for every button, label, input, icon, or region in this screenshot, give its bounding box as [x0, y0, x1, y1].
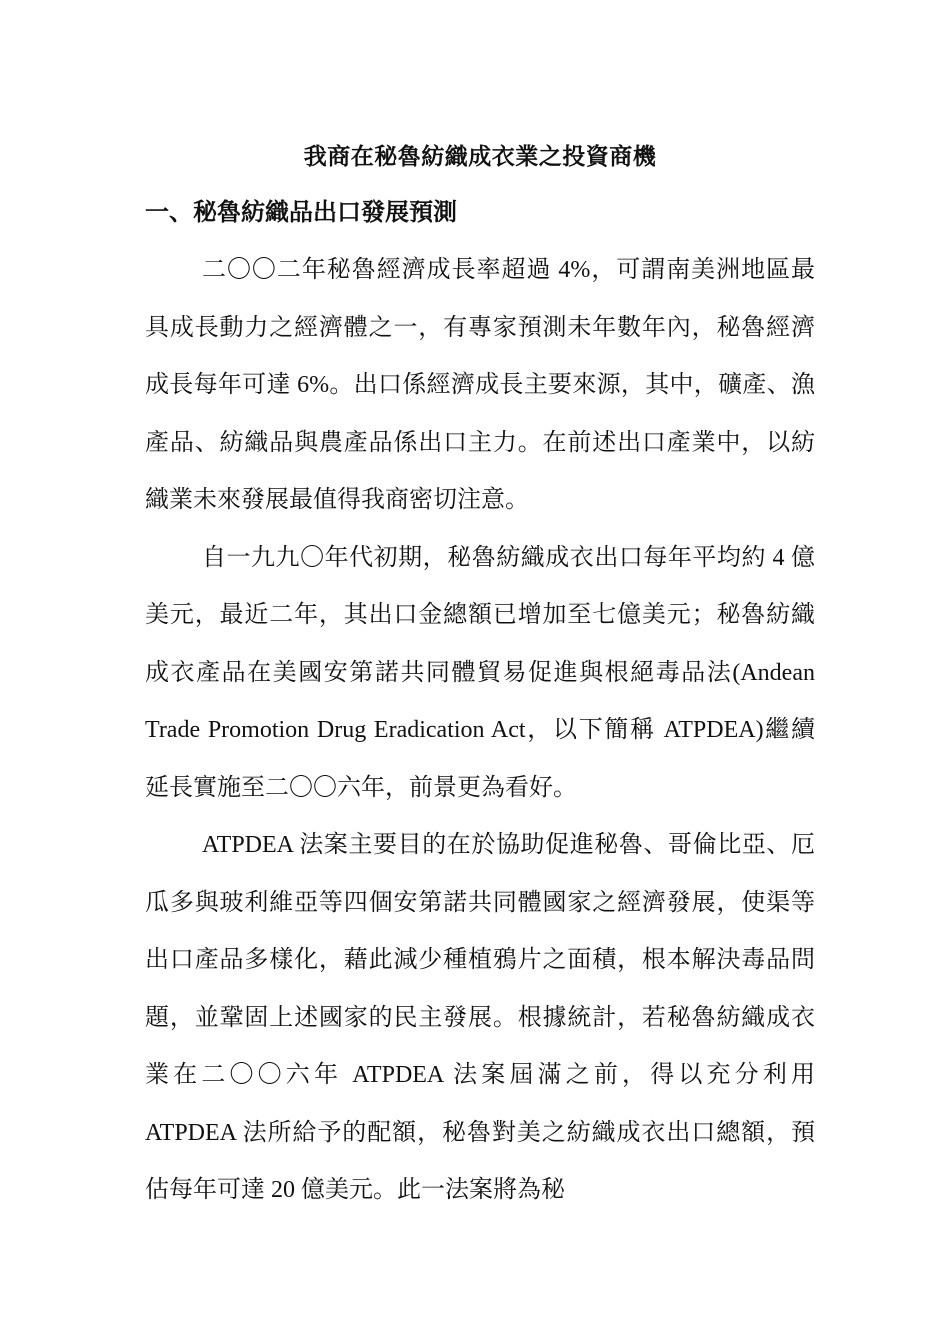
document-title: 我商在秘魯紡織成衣業之投資商機: [303, 144, 657, 170]
paragraph-atpdea: ATPDEA 法案主要目的在於協助促進秘魯、哥倫比亞、厄瓜多與玻利維亞等四個安第諾共同體國家之經濟發展，使渠等出口產品多樣化，藉此減少種植鴉片之面積，根本解決毒品問題，並鞏固上述國家的民主發展。根據統計，若秘魯紡織成衣業在二〇〇六年 ATPDEA 法案屆滿之前，得以充分利用 ATPDEA 法所給予的配額，秘魯對美之紡織成衣出口總額，預估每年可達 20 億美元。此一法案將為秘: [145, 832, 815, 1203]
document-page: [145, 130, 815, 1220]
paragraph-economic-growth: 二〇〇二年秘魯經濟成長率超過 4%，可謂南美洲地區最具成長動力之經濟體之一，有專家預測未年數年內，秘魯經濟成長每年可達 6%。出口係經濟成長主要來源，其中，礦產、漁產品、紡織品與農產品係出口主力。在前述出口產業中，以紡織業未來發展最值得我商密切注意。: [145, 257, 815, 513]
section-heading: 一、秘魯紡織品出口發展預測: [145, 200, 457, 226]
paragraph-textile-exports: 自一九九〇年代初期，秘魯紡織成衣出口每年平均約 4 億美元，最近二年，其出口金總額已增加至七億美元；秘魯紡織成衣產品在美國安第諾共同體貿易促進與根絕毒品法(Andean Trade Promotion Drug Eradication Act，以下簡稱 ATPDEA)繼續延長實施至二〇〇六年，前景更為看好。: [145, 544, 815, 801]
